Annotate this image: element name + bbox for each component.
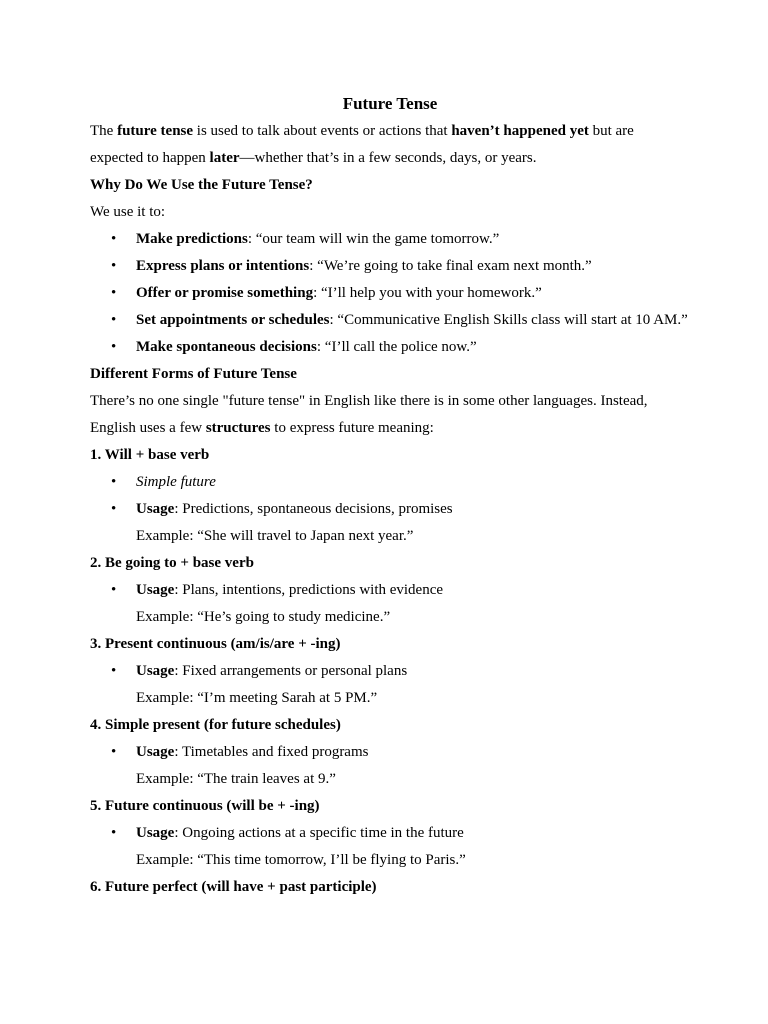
usage-text: : Ongoing actions at a specific time in the future — [174, 825, 464, 841]
intro-bold: haven’t happened yet — [451, 123, 589, 139]
uses-list — [90, 226, 690, 361]
use-label: Set appointments or schedules — [136, 312, 330, 328]
why-lead: We use it to: — [90, 204, 166, 220]
intro-text: —whether that’s in a few seconds, days, or years. — [239, 150, 537, 166]
list-item — [90, 280, 690, 307]
page-title: Future Tense — [342, 94, 438, 113]
form-heading: 3. Present continuous (am/is/are + -ing) — [90, 636, 341, 652]
bullet-icon: • — [111, 312, 117, 328]
intro-bold: future tense — [117, 123, 194, 139]
use-text: : “our team will win the game tomorrow.” — [247, 231, 500, 247]
list-item — [90, 469, 690, 496]
intro-paragraph — [90, 118, 690, 172]
form-list — [90, 658, 690, 685]
bullet-icon: • — [111, 582, 117, 598]
why-heading: Why Do We Use the Future Tense? — [90, 177, 313, 193]
form-list — [90, 820, 690, 847]
usage-label: Usage — [136, 501, 175, 517]
forms-intro — [90, 388, 690, 442]
document-page — [90, 92, 690, 901]
form-italic: Simple future — [136, 474, 216, 490]
use-text: : “I’ll help you with your homework.” — [313, 285, 542, 301]
use-text: : “I’ll call the police now.” — [316, 339, 477, 355]
list-item — [90, 334, 690, 361]
bullet-icon: • — [111, 474, 117, 490]
intro-text: but are expected to happen — [90, 123, 634, 166]
intro-bold: later — [209, 150, 240, 166]
form-example: Example: “She will travel to Japan next year.” — [136, 528, 414, 544]
usage-text: : Plans, intentions, predictions with evidence — [174, 582, 444, 598]
bullet-icon: • — [111, 231, 117, 247]
usage-label: Usage — [136, 744, 175, 760]
usage-label: Usage — [136, 825, 175, 841]
form-example: Example: “The train leaves at 9.” — [136, 771, 336, 787]
use-label: Make predictions — [136, 231, 248, 247]
form-heading: 1. Will + base verb — [90, 447, 210, 463]
form-heading: 2. Be going to + base verb — [90, 555, 254, 571]
list-item — [90, 658, 690, 685]
use-label: Make spontaneous decisions — [136, 339, 317, 355]
form-heading: 4. Simple present (for future schedules) — [90, 717, 341, 733]
form-list — [90, 469, 690, 523]
use-text: : “Communicative English Skills class will start at 10 AM.” — [329, 312, 688, 328]
bullet-icon: • — [111, 744, 117, 760]
list-item — [90, 820, 690, 847]
form-example: Example: “This time tomorrow, I’ll be flying to Paris.” — [136, 852, 466, 868]
bullet-icon: • — [111, 285, 117, 301]
list-item — [90, 253, 690, 280]
bullet-icon: • — [111, 501, 117, 517]
list-item — [90, 496, 690, 523]
intro-text: is used to talk about events or actions that — [193, 123, 452, 139]
usage-text: : Fixed arrangements or personal plans — [174, 663, 408, 679]
form-example: Example: “He’s going to study medicine.” — [136, 609, 391, 625]
use-label: Offer or promise something — [136, 285, 314, 301]
list-item — [90, 739, 690, 766]
list-item — [90, 577, 690, 604]
bullet-icon: • — [111, 825, 117, 841]
usage-text: : Predictions, spontaneous decisions, promises — [174, 501, 453, 517]
usage-label: Usage — [136, 663, 175, 679]
forms-intro-text: to express future meaning: — [270, 420, 434, 436]
form-list — [90, 739, 690, 766]
use-text: : “We’re going to take final exam next month.” — [309, 258, 592, 274]
form-heading: 5. Future continuous (will be + -ing) — [90, 798, 320, 814]
intro-text: The — [90, 123, 118, 139]
bullet-icon: • — [111, 663, 117, 679]
forms-intro-bold: structures — [205, 420, 271, 436]
list-item — [90, 307, 690, 334]
bullet-icon: • — [111, 339, 117, 355]
form-heading: 6. Future perfect (will have + past participle) — [90, 879, 377, 895]
bullet-icon: • — [111, 258, 117, 274]
list-item — [90, 226, 690, 253]
form-example: Example: “I’m meeting Sarah at 5 PM.” — [136, 690, 378, 706]
use-label: Express plans or intentions — [136, 258, 310, 274]
usage-text: : Timetables and fixed programs — [174, 744, 369, 760]
forms-heading: Different Forms of Future Tense — [90, 366, 297, 382]
form-list — [90, 577, 690, 604]
usage-label: Usage — [136, 582, 175, 598]
forms-intro-text: There’s no one single "future tense" in English like there is in some other languages. Instead, English uses a few — [90, 393, 648, 436]
